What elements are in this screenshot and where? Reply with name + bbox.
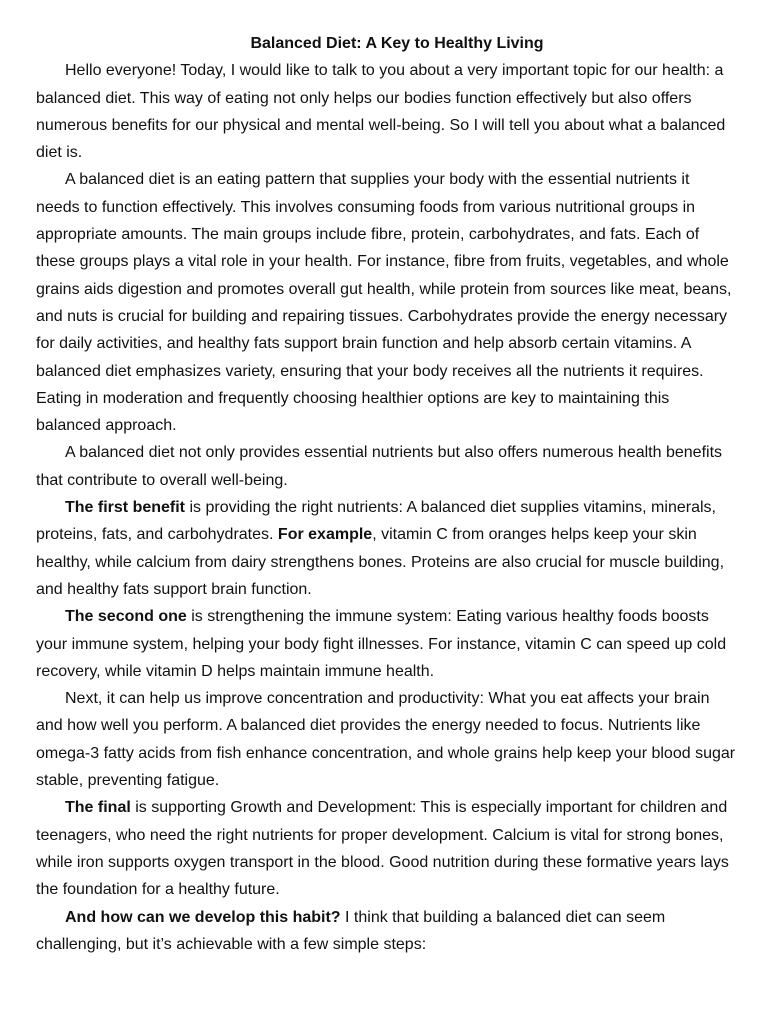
document-page bbox=[36, 30, 736, 958]
paragraph-concentration: Next, it can help us improve concentration and productivity: What you eat affects your brain and how well you perform. A balanced diet provides the energy needed to focus. Nutrients like omega-3 fatty acids from fish enhance concentration, and whole grains help keep your blood sugar stable, preventing fatigue. bbox=[36, 690, 736, 790]
first-benefit-heading: The first benefit bbox=[65, 499, 186, 517]
paragraph-first-benefit bbox=[36, 494, 736, 603]
first-benefit-text-b: , vitamin C from oranges helps keep your skin healthy, while calcium from dairy strengthens bones. Proteins are also crucial for muscle building, and healthy fats support brain function. bbox=[36, 526, 725, 598]
for-example-label: For example bbox=[277, 526, 373, 544]
habit-text: I think that building a balanced diet can seem challenging, but it’s achievable with a few simple steps: bbox=[36, 908, 666, 953]
paragraph-definition: A balanced diet is an eating pattern that supplies your body with the essential nutrients it needs to function effectively. This involves consuming foods from various nutritional groups in appropriate amounts. The main groups include fibre, protein, carbohydrates, and fats. Each of these groups plays a vital role in your health. For instance, fibre from fruits, vegetables, and whole grains aids digestion and promotes overall gut health, while protein from sources like meat, beans, and nuts is crucial for building and repairing tissues. Carbohydrates provide the energy necessary for daily activities, and healthy fats support brain function and help absorb certain vitamins. A balanced diet emphasizes variety, ensuring that your body receives all the nutrients it requires. Eating in moderation and frequently choosing healthier options are key to maintaining this balanced approach. bbox=[36, 171, 732, 435]
paragraph-habit bbox=[36, 904, 736, 959]
paragraph-benefits-intro: A balanced diet not only provides essential nutrients but also offers numerous health benefits that contribute to overall well-being. bbox=[36, 444, 723, 489]
first-benefit-text-a: is providing the right nutrients: A balanced diet supplies vitamins, minerals, proteins, fats, and carbohydrates. bbox=[36, 499, 716, 544]
document-title: Balanced Diet: A Key to Healthy Living bbox=[250, 35, 544, 52]
paragraph-second-benefit bbox=[36, 603, 736, 685]
paragraph-introduction: Hello everyone! Today, I would like to talk to you about a very important topic for our health: a balanced diet. This way of eating not only helps our bodies function effectively but also offers numerous benefits for our physical and mental well-being. So I will tell you about what a balanced diet is. bbox=[36, 62, 726, 162]
habit-question: And how can we develop this habit? bbox=[65, 908, 341, 926]
second-benefit-text: is strengthening the immune system: Eating various healthy foods boosts your immune system, helping your body fight illnesses. For instance, vitamin C can speed up cold recovery, while vitamin D helps maintain immune health. bbox=[36, 608, 727, 680]
second-benefit-heading: The second one bbox=[65, 608, 187, 626]
final-benefit-text: is supporting Growth and Development: This is especially important for children and teenagers, who need the right nutrients for proper development. Calcium is vital for strong bones, while iron supports oxygen transport in the blood. Good nutrition during these formative years lays the foundation for a healthy future. bbox=[36, 799, 729, 899]
paragraph-final-benefit bbox=[36, 794, 736, 903]
final-benefit-heading: The final bbox=[65, 799, 131, 817]
